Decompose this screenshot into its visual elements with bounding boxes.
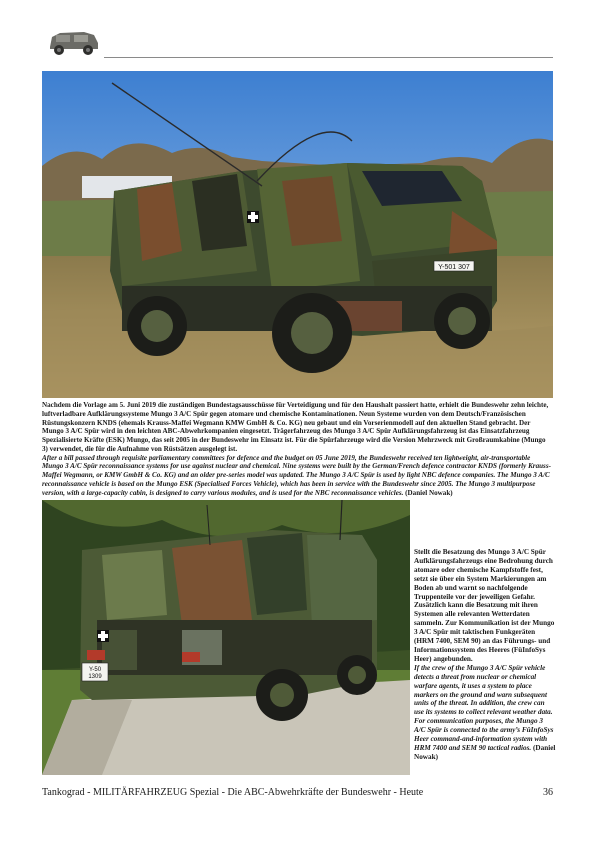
caption-side-german: Stellt die Besatzung des Mungo 3 A/C Spür Aufklärungsfahrzeugs eine Bedrohung durch atomare oder chemische Kampfstoffe fest, setzt sie über ein System Markierungen am Boden ab und warnt so nachfolgende Truppenteile vor der jeweiligen Gefahr. Zusätzlich kann die Besatzung mit ihren Systemen alle relevanten Wetterdaten sammeln. Zur Kommunikation ist der Mungo 3 A/C Spür mit taktischen Funkgeräten (HRM 7400, SEM 90) an das Führungs- und Informationssystem des Heeres (FüInfoSys Heer) angebunden. [414, 548, 555, 663]
license-plate-rear: Y-50 1309 [88, 667, 102, 680]
caption-top-english [42, 454, 553, 498]
vehicle-photo-rear [42, 500, 410, 775]
caption-side-english [414, 664, 556, 762]
caption-top-english-text: After a bill passed through requisite parliamentary committees for defence and the budget on 05 June 2019, the Bundeswehr received ten lightweight, air-transportable Mungo 3 A/C Spür reconnaissance systems for use against nuclear and chemical. Nine systems were built by the German/French defence contractor KNDS (formerly Krauss-Maffei Wegmann, or KMW GmbH & Co. KG) and an older pre-series model was updated. The Mungo 3 A/C Spür is used by light NBC defence companies. The Mungo 3 A/C reconnaissance vehicle is based on the Mungo ESK (Specialised Forces Vehicle), which has been in service with the Bundeswehr since 2005. The Mungo 3 multipurpose version, with a large-capacity cabin, is designed to carry various modules, and is used for the NBC reconnaissance vehicles. [42, 453, 551, 497]
armored-vehicle-icon [44, 27, 102, 59]
photo-credit: (Daniel Nowak) [405, 488, 453, 497]
vehicle-photo-front [42, 71, 553, 398]
caption-side-english-text: If the crew of the Mungo 3 A/C Spür vehicle detects a threat from nuclear or chemical warfare agents, it uses a system to place markers on the ground and warn subsequent units of the threat. In addition, the crew can use its systems to collect relevant weather data. For communication purposes, the Mungo 3 A/C Spür is connected to the army’s FüInfoSys Heer command-and-information system with HRM 7400 and SEM 90 tactical radios. [414, 663, 554, 752]
photo-credit-side: (Daniel Nowak) [414, 743, 556, 761]
footer-title: Tankograd - MILITÄRFAHRZEUG Spezial - Die ABC-Abwehrkräfte der Bundeswehr - Heute [42, 787, 424, 798]
caption-top-german: Nachdem die Vorlage am 5. Juni 2019 die zuständigen Bundestagsausschüsse für Verteidigung und für den Haushalt passiert hatte, erhielt die Bundeswehr zehn leichte, luftverladbare Aufklärungssysteme Mungo 3 A/C Spür gegen atomare und chemische Kontaminationen. Neun Systeme wurden von dem Deutsch/Französischen Rüstungskonzern KNDS (ehemals Krauss-Maffei Wegmann KMW GmbH & Co. KG) neu gebaut und ein Vorserienmodell auf den aktuellen Stand gebracht. Der Mungo 3 A/C Spür wird in den leichten ABC-Abwehrkompanien eingesetzt. Trägerfahrzeug des Mungo 3 A/C Spür Aufklärungsfahrzeug ist das Einsatzfahrzeug Spezialisierte Kräfte (ESK) Mungo, das seit 2005 in der Bundeswehr im Einsatz ist. Für die Spürfahrzeuge wird die Version Mehrzweck mit Großraumkabine (Mungo 3) verwendet, die für die Aufnahme von Rüstsätzen ausgelegt ist. [42, 401, 549, 453]
header-rule [104, 57, 553, 58]
page-number: 36 [543, 787, 553, 798]
license-plate-front: Y-501 307 [438, 264, 470, 271]
caption-side [414, 548, 556, 762]
caption-top [42, 401, 553, 497]
